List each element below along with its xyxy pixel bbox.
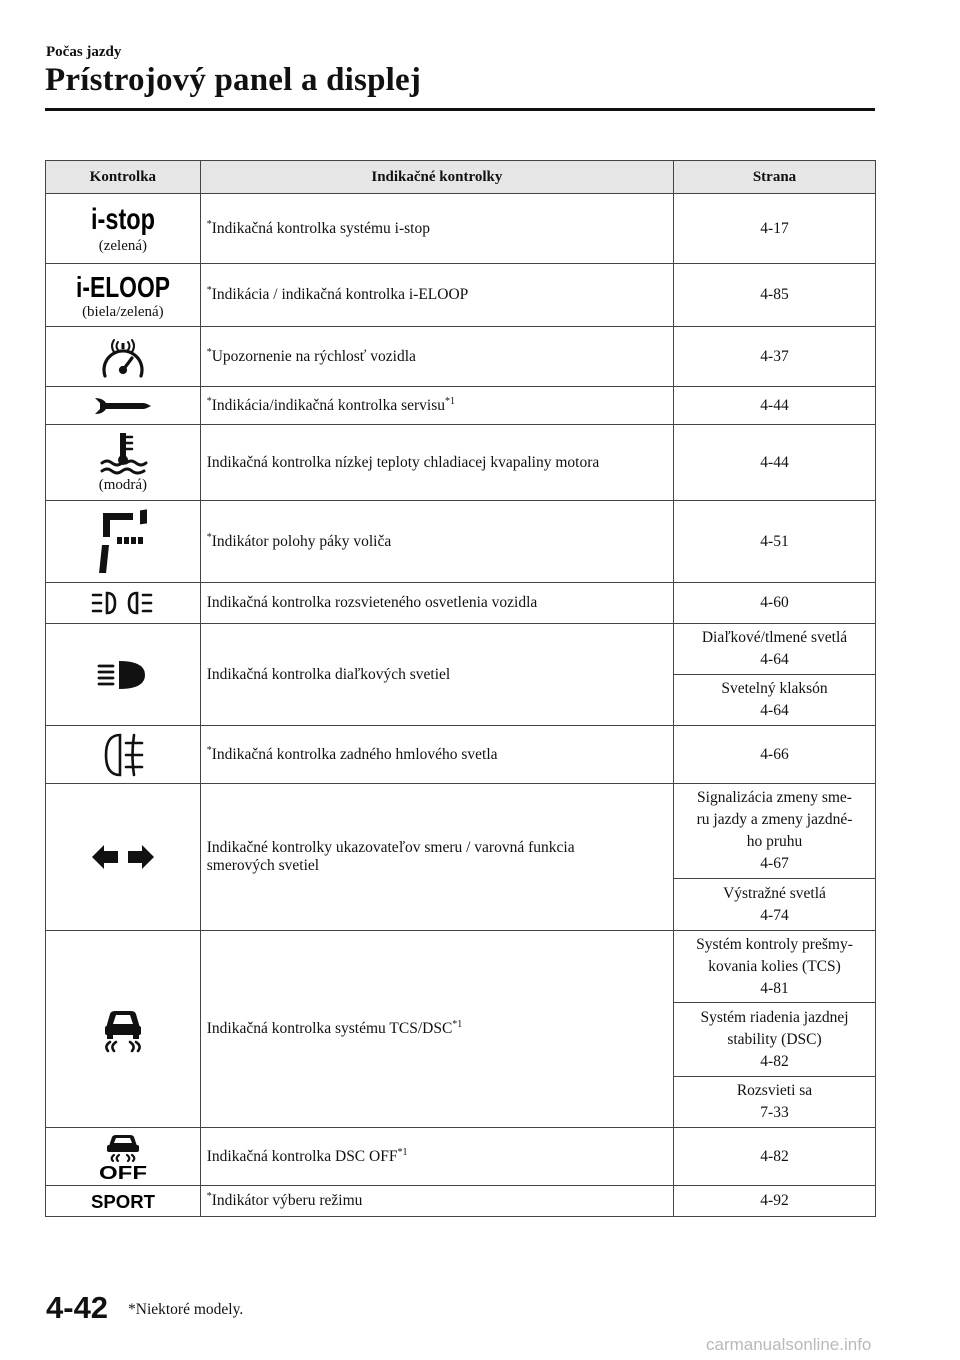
coolant-temp-icon	[98, 431, 148, 475]
sub-label: ru jazdy a zmeny jazdné-	[696, 811, 853, 828]
page-cell: 4-17	[674, 194, 876, 264]
icon-cell	[46, 726, 201, 784]
page-cell	[674, 1003, 876, 1077]
desc-cell	[200, 931, 673, 1128]
sub-page: 4-64	[760, 651, 789, 668]
page-cell: 4-44	[674, 387, 876, 425]
asterisk-mark: *	[206, 218, 212, 230]
sport-mode-icon	[88, 1191, 158, 1211]
desc-cell	[200, 264, 673, 327]
rear-fog-light-icon	[98, 731, 148, 779]
desc-cell	[200, 784, 673, 931]
sub-label: Signalizácia zmeny sme-	[697, 789, 852, 806]
desc-text: Indikátor výberu režimu	[211, 1192, 363, 1209]
speed-warning-icon	[98, 334, 148, 380]
sub-page: 4-67	[760, 855, 789, 872]
sub-label: kovania kolies (TCS)	[708, 957, 841, 975]
table-row	[46, 1128, 876, 1186]
desc-text: Indikačná kontrolka nízkej teploty chladiacej kvapaliny motora	[206, 453, 600, 471]
icon-cell	[46, 931, 201, 1128]
page-cell	[674, 784, 876, 879]
svg-text:OFF: OFF	[98, 1162, 147, 1183]
sub-page: 7-33	[760, 1104, 789, 1121]
icon-cell	[46, 194, 201, 264]
desc-cell	[200, 425, 673, 501]
icon-cell	[46, 784, 201, 931]
sub-label: Systém kontroly prešmy-	[696, 935, 853, 953]
sub-label: stability (DSC)	[727, 1030, 822, 1048]
sub-label: Systém riadenia jazdnej	[700, 1008, 849, 1026]
wrench-icon	[93, 395, 153, 417]
page-cell	[674, 931, 876, 1003]
header-icon: Kontrolka	[46, 161, 201, 194]
asterisk-mark: *	[206, 395, 212, 407]
table-row	[46, 327, 876, 387]
desc-text: Indikačná kontrolka zadného hmlového svetla	[211, 745, 498, 763]
table-row	[46, 387, 876, 425]
table-row	[46, 931, 876, 1003]
page-cell: 4-51	[674, 501, 876, 583]
svg-text:i-ELOOP: i-ELOOP	[75, 271, 170, 304]
icon-cell	[46, 624, 201, 726]
asterisk-mark: *	[206, 531, 212, 543]
icon-cell	[46, 387, 201, 425]
page-title: Prístrojový panel a displej	[45, 62, 422, 98]
asterisk-mark: *	[206, 284, 212, 296]
header-page: Strana	[674, 161, 876, 194]
icon-cell	[46, 264, 201, 327]
desc-cell	[200, 1186, 673, 1217]
table-row	[46, 583, 876, 624]
indicator-table	[45, 160, 876, 1217]
icon-cell	[46, 327, 201, 387]
turn-signal-icon	[90, 843, 156, 871]
shift-position-icon	[93, 507, 153, 577]
table-row	[46, 264, 876, 327]
desc-text: Indikácia / indikačná kontrolka i-ELOOP	[211, 286, 469, 303]
dsc-off-icon	[96, 1132, 150, 1182]
sub-page: 4-82	[760, 1052, 789, 1070]
desc-cell	[200, 194, 673, 264]
page-cell: 4-85	[674, 264, 876, 327]
table-row	[46, 624, 876, 675]
sub-page: 4-64	[760, 702, 789, 719]
desc-cell	[200, 726, 673, 784]
high-beam-icon	[95, 658, 151, 692]
sub-label: Rozsvieti sa	[736, 1082, 813, 1099]
table-row	[46, 194, 876, 264]
table-row	[46, 501, 876, 583]
sub-label: ho pruhu	[746, 833, 803, 850]
page-cell	[674, 675, 876, 726]
table-row	[46, 784, 876, 879]
icon-cell	[46, 425, 201, 501]
svg-text:i-stop: i-stop	[90, 203, 155, 236]
page-cell	[674, 624, 876, 675]
asterisk-mark: *	[206, 346, 212, 358]
desc-text: Indikátor polohy páky voliča	[211, 532, 392, 550]
footnote-ref: *1	[452, 1018, 463, 1030]
header-desc: Indikačné kontrolky	[200, 161, 673, 194]
desc-text: Indikačná kontrolka systému TCS/DSC	[206, 1020, 453, 1037]
table-row	[46, 726, 876, 784]
sub-page: 4-74	[760, 906, 789, 924]
svg-text:SPORT: SPORT	[90, 1192, 155, 1212]
icon-cell	[46, 1128, 201, 1186]
tcs-dsc-icon	[98, 1004, 148, 1054]
desc-cell	[200, 624, 673, 726]
page-cell	[674, 1077, 876, 1128]
table-row	[46, 425, 876, 501]
footnote-ref: *1	[397, 1146, 408, 1158]
sub-label: Diaľkové/tlmené svetlá	[701, 629, 848, 646]
asterisk-mark: *	[206, 1190, 212, 1202]
title-rule	[45, 108, 875, 111]
sub-label: Výstražné svetlá	[723, 884, 826, 902]
asterisk-mark: *	[206, 744, 212, 756]
watermark: carmanualsonline.info	[706, 1335, 872, 1354]
desc-cell	[200, 327, 673, 387]
icon-cell	[46, 501, 201, 583]
icon-cell	[46, 583, 201, 624]
i-eloop-icon	[73, 270, 173, 302]
page-cell	[674, 879, 876, 931]
icon-caption: (zelená)	[98, 238, 148, 254]
parking-lights-icon	[91, 590, 155, 616]
sub-label: Svetelný klaksón	[721, 680, 828, 697]
icon-caption: (modrá)	[98, 477, 148, 493]
i-stop-icon	[88, 202, 158, 236]
page-cell: 4-37	[674, 327, 876, 387]
page-cell: 4-44	[674, 425, 876, 501]
desc-text: Indikačná kontrolka rozsvieteného osvetlenia vozidla	[206, 594, 538, 611]
page-cell: 4-60	[674, 583, 876, 624]
desc-text: Indikačná kontrolka systému i-stop	[211, 219, 430, 237]
desc-cell	[200, 387, 673, 425]
page-cell: 4-66	[674, 726, 876, 784]
page-cell: 4-82	[674, 1128, 876, 1186]
table-row	[46, 1186, 876, 1217]
footnote-ref: *1	[445, 395, 456, 407]
footnote: *Niektoré modely.	[128, 1301, 244, 1318]
desc-text: Indikačná kontrolka DSC OFF	[206, 1147, 398, 1165]
section-label: Počas jazdy	[46, 44, 122, 60]
desc-cell	[200, 501, 673, 583]
desc-text: Indikačné kontrolky ukazovateľov smeru / varovná funkcia	[206, 839, 575, 856]
desc-text: Upozornenie na rýchlosť vozidla	[211, 347, 416, 365]
sub-page: 4-81	[760, 979, 789, 997]
desc-text: Indikácia/indikačná kontrolka servisu	[211, 396, 446, 414]
icon-caption: (biela/zelená)	[82, 303, 164, 320]
desc-cell	[200, 1128, 673, 1186]
page-cell: 4-92	[674, 1186, 876, 1217]
desc-text: Indikačná kontrolka diaľkových svetiel	[206, 665, 451, 683]
table-header-row	[46, 161, 876, 194]
desc-cell	[200, 583, 673, 624]
icon-cell	[46, 1186, 201, 1217]
desc-text: smerových svetiel	[206, 857, 320, 874]
page-number: 4-42	[46, 1290, 109, 1325]
